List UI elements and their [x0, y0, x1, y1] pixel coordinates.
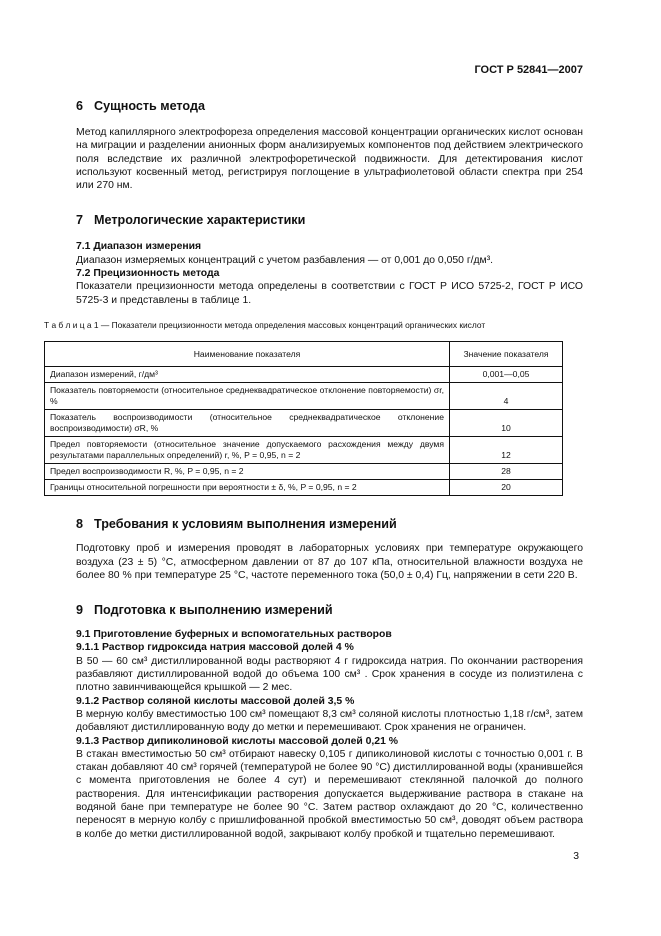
table-cell-value: 4: [450, 383, 563, 410]
table-cell-value: 20: [450, 480, 563, 496]
section-9-heading: 9 Подготовка к выполнению измерений: [76, 603, 333, 618]
table-row: [45, 437, 563, 464]
section-6-body: Метод капиллярного электрофореза определения массовой концентрации органических кислот основан на миграции и разделении анионных форм анализируемых компонентов под действием электрического поля вследствие их различной электрофоретической подвижности. Для детектирования кислот используют косвенный метод, регистрируя поглощение в ультрафиолетовой области спектра при 254 или 270 нм.: [76, 127, 583, 192]
section-8-body: Подготовку проб и измерения проводят в лабораторных условиях при температуре окружающего воздуха (23 ± 5) °С, атмосферном давлении от 87 до 107 кПа, относительной влажности воздуха не более 80 % при температуре 25 °С, частоте переменного тока (50,0 ± 0,4) Гц, напряжении в сети 220 В.: [76, 543, 583, 581]
section-7-heading: 7 Метрологические характеристики: [76, 213, 306, 228]
page-content: [44, 92, 583, 841]
section-7-2-heading: 7.2 Прецизионность метода: [76, 268, 220, 280]
table-cell-value: 12: [450, 437, 563, 464]
table-cell-name: Показатель повторяемости (относительное среднеквадратическое отклонение повторяемости) σr, %: [45, 383, 450, 410]
table-cell-name: Показатель воспроизводимости (относительное среднеквадратическое отклонение воспроизводимости) σR, %: [45, 410, 450, 437]
section-9-1-heading: 9.1 Приготовление буферных и вспомогательных растворов: [76, 629, 392, 641]
table-caption: Т а б л и ц а 1 — Показатели прецизионности метода определения массовых концентраций органических кислот: [44, 319, 486, 330]
section-7-1-heading: 7.1 Диапазон измерения: [76, 241, 202, 253]
page-number: 3: [573, 851, 579, 862]
table-col-name: Наименование показателя: [45, 342, 450, 367]
section-7-2-body: Показатели прецизионности метода определены в соответствии с ГОСТ Р ИСО 5725-2, ГОСТ Р ИСО 5725-3 и представлены в таблице 1.: [76, 281, 583, 306]
table-cell-value: 0,001—0,05: [450, 367, 563, 383]
section-8-heading: 8 Требования к условиям выполнения измерений: [76, 517, 397, 532]
section-9-1-2-body: В мерную колбу вместимостью 100 см³ помещают 8,3 см³ соляной кислоты плотностью 1,18 г/см³, затем добавляют дистиллированную воду до метки и перемешивают. Срок хранения не ограничен.: [76, 708, 583, 734]
table-cell-name: Предел воспроизводимости R, %, P = 0,95, n = 2: [45, 464, 450, 480]
table-col-value: Значение показателя: [450, 342, 563, 367]
table-row: [45, 464, 563, 480]
section-9-1-3-heading: 9.1.3 Раствор дипиколиновой кислоты массовой долей 0,21 %: [76, 735, 398, 747]
table-cell-name: Предел повторяемости (относительное значение допускаемого расхождения между двумя результатами параллельных определений) r, %, P = 0,95, n = 2: [45, 437, 450, 464]
section-9-1-3-body: В стакан вместимостью 50 см³ отбирают навеску 0,105 г дипиколиновой кислоты с точностью 0,001 г. В стакан добавляют 40 см³ горячей (температурой не более 90 °С) дистиллированной воды (хранившейся с момента приготовления не более 4 сут) и перемешивают стеклянной палочкой до полного растворения. Для интенсификации растворения допускается выдерживание раствора в стакане на водяной бане при температуре не более 90 °С. Затем раствор охлаждают до 20 °С, количественно переносят в мерную колбу с пришлифованной пробкой вместимостью 50 см³, доводят объем раствора в колбе до метки дистиллированной водой, закрывают колбу пробкой и тщательно перемешивают.: [76, 748, 583, 840]
section-9-1-1-heading: 9.1.1 Раствор гидроксида натрия массовой долей 4 %: [76, 642, 354, 654]
table-row: [45, 383, 563, 410]
table-row: [45, 367, 563, 383]
section-9-1-2-heading: 9.1.2 Раствор соляной кислоты массовой долей 3,5 %: [76, 695, 355, 707]
table-row: [45, 480, 563, 496]
document-id: ГОСТ Р 52841—2007: [474, 64, 583, 76]
table-cell-name: Границы относительной погрешности при вероятности ± δ, %, P = 0,95, n = 2: [45, 480, 450, 496]
table-row: [45, 410, 563, 437]
table-cell-value: 28: [450, 464, 563, 480]
table-cell-value: 10: [450, 410, 563, 437]
section-6-heading: 6 Сущность метода: [76, 99, 205, 113]
precision-table: [44, 341, 563, 496]
section-9-1-1-body: В 50 — 60 см³ дистиллированной воды растворяют 4 г гидроксида натрия. По окончании растворения разбавляют дистиллированной водой до объема 100 см³ . Срок хранения в сосуде из полиэтилена с плотно завинчивающейся крышкой — 2 мес.: [76, 655, 583, 694]
table-header-row: [45, 342, 563, 367]
section-7-1-body: Диапазон измеряемых концентраций с учетом разбавления — от 0,001 до 0,050 г/дм³.: [76, 254, 494, 266]
table-cell-name: Диапазон измерений, г/дм³: [45, 367, 450, 383]
